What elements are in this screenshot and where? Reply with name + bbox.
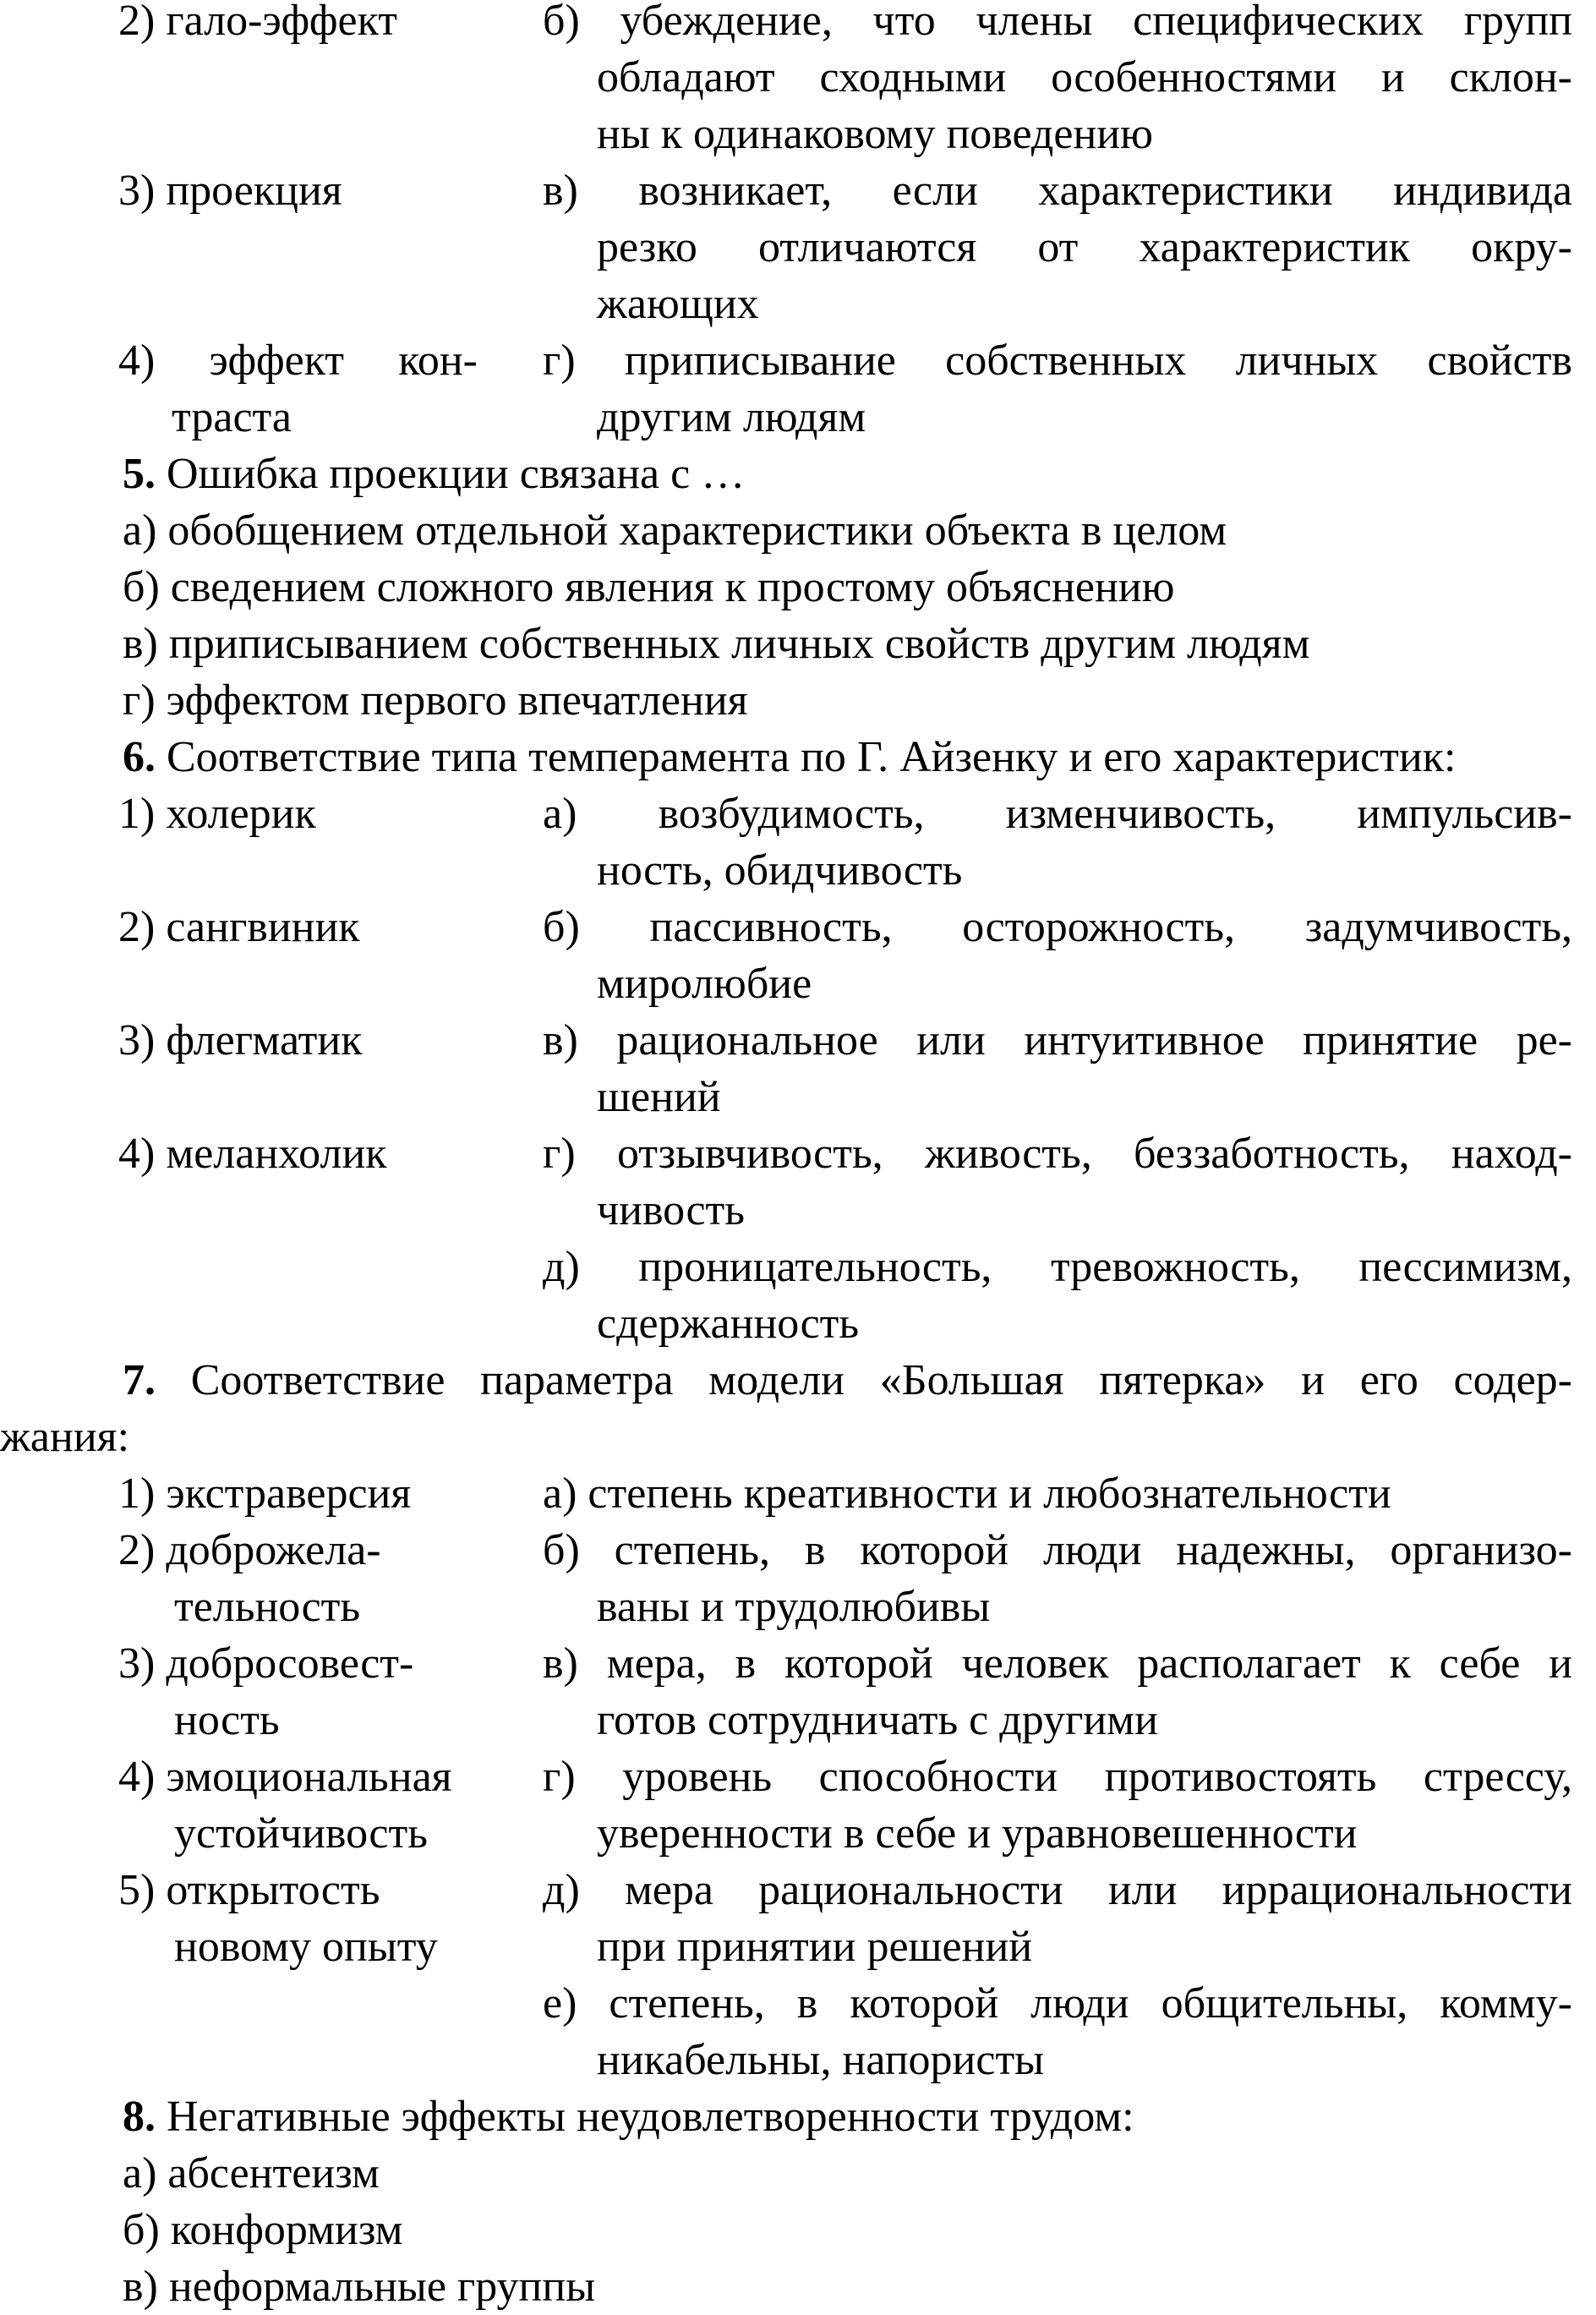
q6-right-line: ность, обидчивость (597, 846, 963, 895)
q4-right-line: обладают сходными особенностями и склон- (597, 53, 1572, 101)
question-5 (123, 449, 745, 500)
answer-option: а) обобщением отдельной характеристики объекта в целом (123, 506, 1227, 555)
q7-left-item: 5) открытость (118, 1866, 380, 1914)
q6-right-line: д) проницательность, тревожность, пессимизм, (543, 1243, 1572, 1291)
question-number: 7. (123, 1356, 156, 1404)
q4-right-line: ны к одинаковому поведению (597, 110, 1153, 158)
q4-left-item: 3) проекция (118, 167, 342, 215)
question-number: 8. (123, 2093, 156, 2141)
answer-option: б) конформизм (123, 2206, 403, 2254)
question-8 (123, 2092, 1134, 2143)
q6-right-line: б) пассивность, осторожность, задумчивость, (543, 903, 1572, 951)
q7-right-line: в) мера, в которой человек располагает к себе и (543, 1639, 1572, 1688)
question-text: Негативные эффекты неудовлетворенности трудом: (156, 2093, 1134, 2141)
q4-right-line: другим людям (597, 393, 866, 441)
q7-left-item: 4) эмоциональная (118, 1753, 452, 1801)
q7-right-line: готов сотрудничать с другими (597, 1696, 1158, 1744)
question-text: Соответствие типа темперамента по Г. Айзенку и его характеристик: (156, 733, 1457, 781)
q4-right-line: в) возникает, если характеристики индивида (543, 167, 1572, 215)
question-7 (123, 1355, 1572, 1406)
q6-right-line: г) отзывчивость, живость, беззаботность, наход- (543, 1130, 1572, 1178)
q6-right-line: сдержанность (597, 1300, 860, 1348)
q4-right-line: резко отличаются от характеристик окру- (597, 223, 1572, 271)
q6-right-line: чивость (597, 1186, 745, 1234)
q4-right-line: б) убеждение, что члены специфических групп (543, 0, 1572, 45)
q7-right-line: никабельны, напористы (597, 2036, 1045, 2084)
q4-left-item: 4) эффект кон- (118, 337, 478, 385)
answer-option: б) сведением сложного явления к простому объяснению (123, 563, 1175, 611)
question-6 (123, 732, 1456, 783)
q7-left-item: тельность (174, 1583, 361, 1631)
q6-right-line: в) рациональное или интуитивное принятие ре- (543, 1016, 1572, 1064)
q6-left-item: 2) сангвиник (118, 903, 360, 951)
q7-right-line: д) мера рациональности или иррациональности (543, 1866, 1572, 1914)
q6-right-line: шений (597, 1073, 721, 1121)
answer-option: в) неформальные группы (123, 2263, 596, 2311)
q7-right-line: е) степень, в которой люди общительны, комму- (543, 1979, 1572, 2028)
answer-option: а) абсентеизм (123, 2149, 380, 2197)
question-number: 6. (123, 733, 156, 781)
q4-right-line: жающих (597, 280, 759, 328)
q7-left-item: 3) добросовест- (118, 1639, 414, 1688)
q6-left-item: 1) холерик (118, 790, 316, 838)
q6-left-item: 4) меланхолик (118, 1130, 387, 1178)
answer-option: г) эффектом первого впечатления (123, 676, 748, 725)
q7-right-line: а) степень креативности и любознательности (543, 1469, 1391, 1518)
q4-left-item: траста (172, 393, 292, 441)
q7-left-item: 1) экстраверсия (118, 1469, 412, 1518)
q7-left-item: устойчивость (174, 1809, 428, 1858)
q6-left-item: 3) флегматик (118, 1016, 363, 1064)
q7-right-line: уверенности в себе и уравновешенности (597, 1809, 1358, 1858)
question-text: жания: (0, 1413, 130, 1461)
q6-right-line: а) возбудимость, изменчивость, импульсив- (543, 790, 1572, 838)
question-text: Соответствие параметра модели «Большая пятерка» и его содер- (156, 1356, 1572, 1404)
question-number: 5. (123, 450, 156, 498)
q7-right-line: б) степень, в которой люди надежны, организо- (543, 1526, 1572, 1574)
answer-option: в) приписыванием собственных личных свойств другим людям (123, 620, 1310, 668)
q4-left-item: 2) гало-эффект (118, 0, 397, 45)
q7-left-item: новому опыту (174, 1923, 438, 1971)
question-text: Ошибка проекции связана с … (156, 450, 746, 498)
q7-right-line: ваны и трудолюбивы (597, 1583, 991, 1631)
q7-right-line: г) уровень способности противостоять стрессу, (543, 1753, 1572, 1801)
q6-right-line: миролюбие (597, 960, 812, 1008)
q4-right-line: г) приписывание собственных личных свойств (543, 337, 1572, 385)
q7-left-item: ность (174, 1696, 280, 1744)
q7-left-item: 2) доброжела- (118, 1526, 381, 1574)
q7-right-line: при принятии решений (597, 1923, 1033, 1971)
